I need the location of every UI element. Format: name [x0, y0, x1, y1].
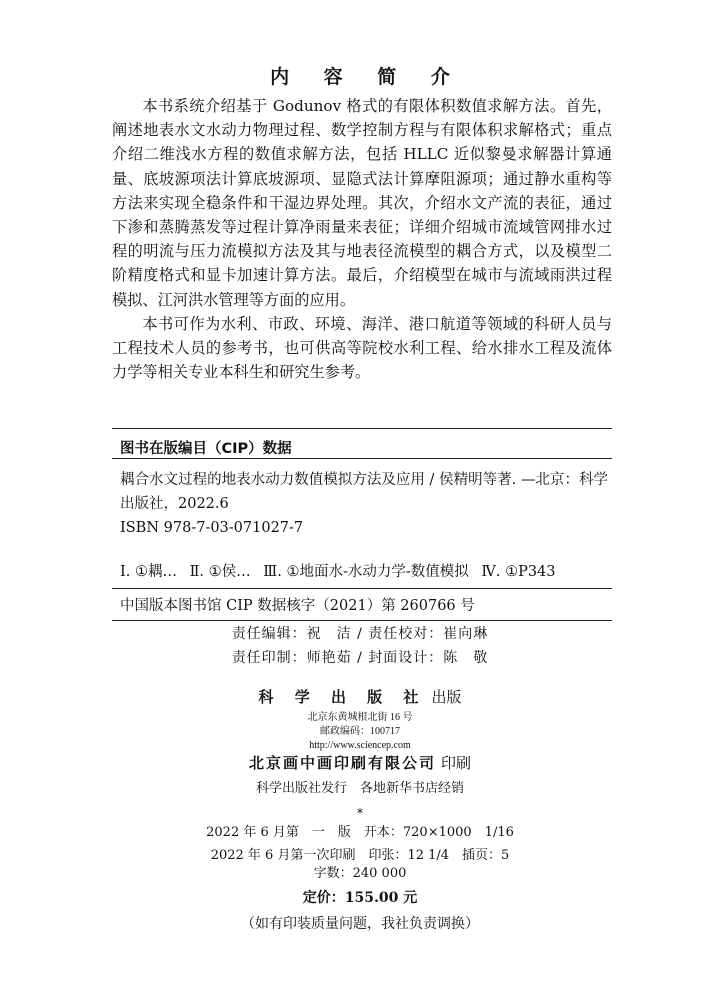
distribution: 科学出版社发行 各地新华书店经销	[255, 781, 464, 796]
cip-class-item: Ⅰ. ①耦…	[120, 564, 177, 580]
printer-suffix: 印刷	[441, 754, 472, 772]
cip-isbn: ISBN 978-7-03-071027-7	[120, 520, 304, 536]
cip-bottom-rule	[112, 620, 612, 621]
intro-title: 内 容 简 介	[270, 66, 464, 88]
cip-top-rule	[112, 428, 612, 429]
cip-class-item: Ⅲ. ①地面水-水动力学-数值模拟	[263, 564, 469, 580]
cip-classification	[120, 560, 564, 581]
cip-record: 耦合水文过程的地表水动力数值模拟方法及应用 / 侯精明等著. —北京：科学出版社，2022.6	[120, 472, 608, 512]
cip-mid-rule	[112, 588, 612, 589]
printer-name: 北京画中画印刷有限公司	[248, 754, 436, 772]
publisher-address: 北京东黄城根北街 16 号	[307, 712, 413, 723]
edition-line-2: 2022 年 6 月第一次印刷 印张：12 1/4 插页：5	[210, 848, 510, 863]
intro-paragraph: 本书系统介绍基于 Godunov 格式的有限体积数值求解方法。首先，阐述地表水文水动力物理过程、数学控制方程与有限体积求解格式；重点介绍二维浅水方程的数值求解方法，包括 HLLC 近似黎曼求解器计算通量、底坡源项法计算底坡源项、显隐式法计算摩阻源项；通过静水重构等方法来实现全稳条件和干湿边界处理。其次，介绍水文产流的表征，通过下渗和蒸腾蒸发等过程计算净雨量来表征；详细介绍城市流域管网排水过程的明流与压力流模拟方法及其与地表径流模型的耦合方式，以及模型二阶精度格式和显卡加速计算方法。最后，介绍模型在城市与流域雨洪过程模拟、江河洪水管理等方面的应用。	[112, 97, 612, 309]
cip-class-item: Ⅳ. ①P343	[481, 564, 556, 580]
edition-line-1: 2022 年 6 月第 一 版 开本：720×1000 1/16	[206, 825, 514, 840]
publisher-postcode: 邮政编码：100717	[320, 726, 400, 737]
cip-heading-rule	[112, 458, 612, 459]
print-credit: 责任印制：师艳茹 / 封面设计：陈 敬	[231, 650, 489, 666]
quality-note: （如有印装质量问题，我社负责调换）	[241, 916, 479, 932]
price: 定价：155.00 元	[302, 890, 418, 906]
intro-body	[112, 94, 612, 384]
printer-line	[0, 752, 720, 773]
intro-paragraph: 本书可作为水利、市政、环境、海洋、港口航道等领域的科研人员与工程技术人员的参考书，也可供高等院校水利工程、给水排水工程及流体力学等相关专业本科生和研究生参考。	[112, 314, 612, 382]
cip-record-block	[120, 468, 608, 540]
cip-heading: 图书在版编目（CIP）数据	[120, 441, 292, 457]
publisher-line	[0, 686, 720, 707]
word-count: 字数：240 000	[313, 866, 407, 881]
cip-verification: 中国版本图书馆 CIP 数据核字（2021）第 260766 号	[120, 598, 475, 614]
editor-credit: 责任编辑：祝 洁 / 责任校对：崔向琳	[231, 626, 489, 642]
publisher-suffix: 出版	[431, 688, 462, 706]
publisher-url: http://www.sciencep.com	[309, 740, 411, 751]
cip-class-item: Ⅱ. ①侯…	[189, 564, 251, 580]
separator-star: *	[357, 806, 363, 820]
publisher-name: 科 学 出 版 社	[258, 688, 427, 706]
